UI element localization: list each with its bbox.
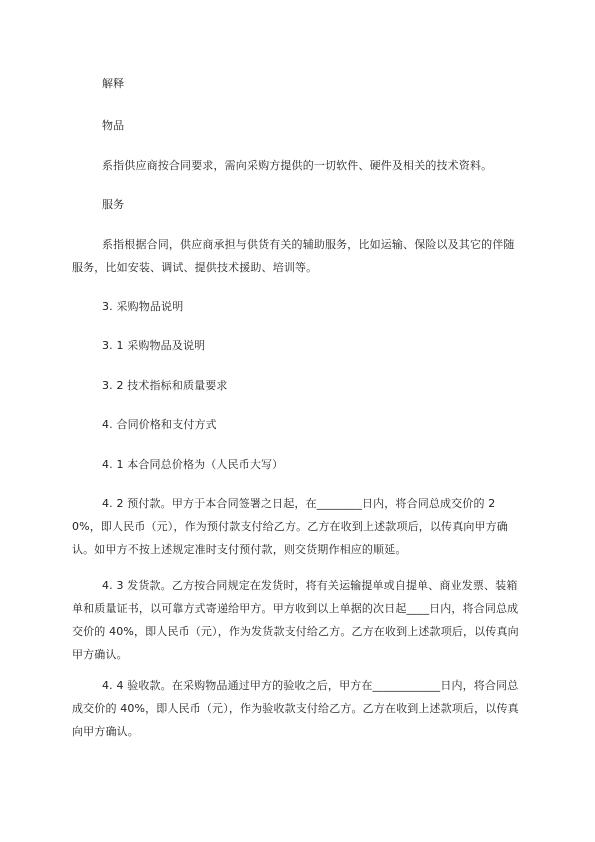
paragraph-section-4-3: 4. 3 发货款。乙方按合同规定在发货时，将有关运输提单或自提单、商业发票、装箱单和质量证书，以可靠方式寄递给甲方。甲方收到以上单据的次日起____日内，将合同总成交价的 40%，即人民币（元），作为发货款支付给乙方。乙方在收到上述款项后，以传真向甲方确认。 — [72, 579, 519, 661]
paragraph-section-4: 4. 合同价格和支付方式 — [102, 418, 217, 431]
paragraph-definitions-heading: 解释 — [102, 77, 125, 90]
paragraph-goods-heading: 物品 — [102, 119, 125, 132]
paragraph-goods-definition: 系指供应商按合同要求，需向采购方提供的一切软件、硬件及相关的技术资料。 — [102, 159, 493, 172]
paragraph-services-definition: 系指根据合同，供应商承担与供货有关的辅助服务，比如运输、保险以及其它的伴随服务，比如安装、调试、提供技术援助、培训等。 — [72, 238, 515, 274]
paragraph-section-3-2: 3. 2 技术指标和质量要求 — [102, 379, 228, 392]
paragraph-section-3: 3. 采购物品说明 — [102, 300, 184, 313]
paragraph-section-3-1: 3. 1 采购物品及说明 — [102, 339, 206, 352]
paragraph-services-heading: 服务 — [102, 198, 125, 211]
paragraph-section-4-4: 4. 4 验收款。在采购物品通过甲方的验收之后，甲方在____________日内，将合同总成交价的 40%，即人民币（元），作为验收款支付给乙方。乙方在收到上述款项后，以传真向甲方确认。 — [72, 679, 519, 738]
paragraph-section-4-2: 4. 2 预付款。甲方于本合同签署之日起，在________日内，将合同总成交价的 20%，即人民币（元），作为预付款支付给乙方。乙方在收到上述款项后，以传真向甲方确认。如甲方不按上述规定准时支付预付款，则交货期作相应的顺延。 — [72, 497, 508, 556]
paragraph-section-4-1: 4. 1 本合同总价格为（人民币大写） — [102, 458, 284, 471]
